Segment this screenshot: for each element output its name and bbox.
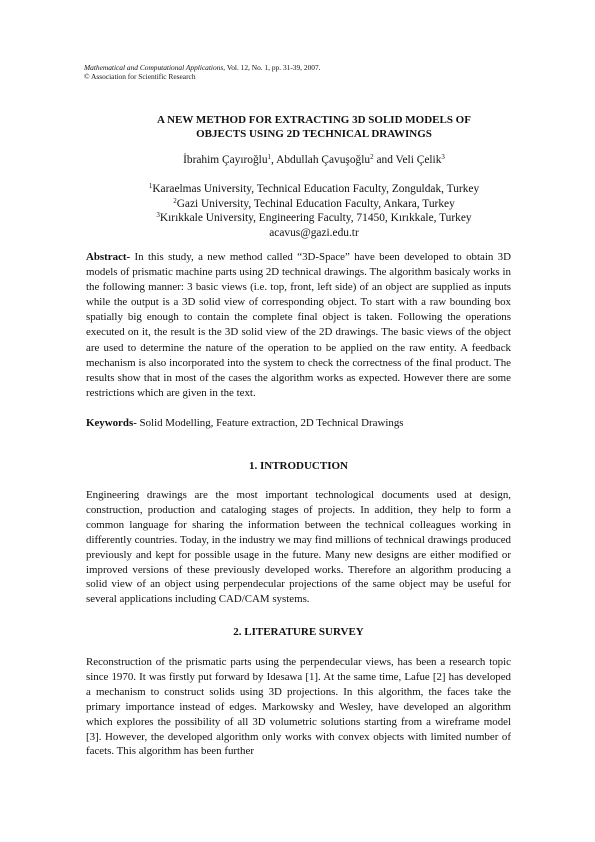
author-1: İbrahim Çayıroğlu xyxy=(183,154,268,166)
keywords-text: Solid Modelling, Feature extraction, 2D Technical Drawings xyxy=(136,417,404,429)
affiliation-2 xyxy=(84,197,544,212)
title-line-1: A NEW METHOD FOR EXTRACTING 3D SOLID MODELS OF xyxy=(157,114,471,126)
introduction-paragraph: Engineering drawings are the most important technological documents used at design, construction, production and cataloging stages of projects. In addition, they help to form a common language for sharing the information between the technical colleagues working in differently countries. Today, in the industry we may find millions of technical drawings produced previously and kept for possible usage in the future. Many new designs are either modified or improved versions of these previously developed works. Therefore an algorithm producing a solid view of an object using perpendecular projections of the same object may be useful for several applications including CAD/CAM systems. xyxy=(86,489,511,606)
affiliation-text: Gazi University, Techinal Education Faculty, Ankara, Turkey xyxy=(176,197,455,210)
author-3: Veli Çelik xyxy=(395,154,442,166)
author-3-sup: 3 xyxy=(441,153,445,161)
abstract xyxy=(86,250,511,401)
author-list xyxy=(84,153,544,167)
author-2: Abdullah Çavuşoğlu xyxy=(276,154,371,166)
author-1-sup: 1 xyxy=(267,153,272,161)
affiliation-3 xyxy=(84,211,544,226)
journal-volume: , Vol. 12, No. 1, pp. 31-39, 2007. xyxy=(223,63,321,72)
paper-title xyxy=(84,113,544,141)
journal-name: Mathematical and Computational Applications xyxy=(84,63,224,72)
author-separator: , xyxy=(271,154,277,166)
affiliation-text: Karaelmas University, Technical Education Faculty, Zonguldak, Turkey xyxy=(152,183,480,195)
citation-line xyxy=(84,63,321,72)
section-heading-introduction: 1. INTRODUCTION xyxy=(248,460,348,472)
affiliation-1 xyxy=(84,182,544,197)
abstract-text: In this study, a new method called “3D-Space” have been developed to obtain 3D models of prismatic machine parts using 2D technical drawings. The algorithm basicaly works in the following manner: 3 basic views (i.e. top, front, left side) of an object are supplied as inputs while the output is a 3D solid view of corresponding object. To start with a raw bounding box spatially big enough to contain the complete final object is taken. Following the operations executed on it, the result is the 3D solid view of the 2D drawings. The basic views of the object are used to determine the nature of the operation to be applied on the raw entity. A feedback mechanism is also incorporated into the system to check the correctness of the final product. The results show that in most of the cases the algorithm works as expected. However there are some restrictions which are given in the text. xyxy=(86,251,511,399)
abstract-label: Abstract- xyxy=(86,251,131,263)
affiliations xyxy=(84,182,544,240)
affiliation-sup: 2 xyxy=(173,196,177,205)
affiliation-text: Kırıkkale University, Engineering Faculty, 71450, Kırıkkale, Turkey xyxy=(159,212,472,225)
contact-email[interactable]: acavus@gazi.edu.tr xyxy=(269,226,359,239)
copyright-line: © Association for Scientific Research xyxy=(84,72,196,81)
affiliation-sup: 1 xyxy=(148,182,153,190)
literature-survey-paragraph: Reconstruction of the prismatic parts using the perpendecular views, has been a research topic since 1970. It was firstly put forward by Idesawa [1]. At the same time, Lafue [2] has developed a mechanism to construct solids using 3D projections. In this algorithm, the faces take the primary importance instead of edges. Markowsky and Wesley, have developed an algorithm which explores the possibility of all 3D volumetric solutions starting from a wireframe model [3]. However, the developed algorithm only works with convex objects with limited number of facets. This algorithm has been further xyxy=(86,656,511,758)
journal-header xyxy=(84,63,321,81)
keywords-label: Keywords- xyxy=(86,417,137,429)
title-line-2: OBJECTS USING 2D TECHNICAL DRAWINGS xyxy=(196,128,432,140)
author-separator: and xyxy=(373,154,396,166)
section-heading-literature-survey: 2. LITERATURE SURVEY xyxy=(233,626,364,638)
affiliation-sup: 3 xyxy=(156,211,160,220)
keywords xyxy=(86,416,511,430)
author-2-sup: 2 xyxy=(370,153,374,161)
